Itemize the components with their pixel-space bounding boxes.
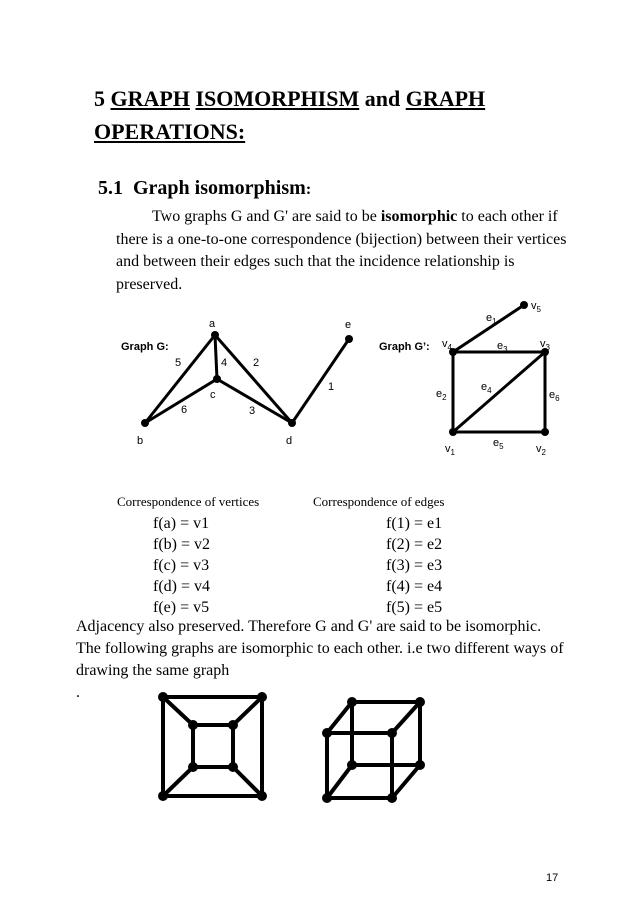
vertex-correspondence-title: Correspondence of vertices — [117, 494, 260, 509]
edge-map-3: f(3) = e3 — [386, 557, 443, 574]
graph-g-vertex-d — [288, 419, 296, 427]
conclusion-line-1: Adjacency also preserved. Therefore G and G' are said to be isomorphic. — [76, 618, 542, 635]
intro-paragraph — [116, 206, 576, 296]
vertex-map-e: f(e) = v5 — [153, 599, 210, 616]
graph-g-vertex-b — [141, 419, 149, 427]
section-colon: : — [305, 181, 312, 198]
page-number: 17 — [546, 872, 559, 884]
edge-correspondence-title: Correspondence of edges — [313, 494, 445, 509]
heading-word-graph-2: GRAPH — [405, 86, 486, 111]
vertex-map-d: f(d) = v4 — [153, 578, 211, 595]
intro-bold-term: isomorphic — [380, 208, 458, 225]
graphs-figure — [0, 290, 638, 470]
section-title: Graph isomorphism — [133, 177, 306, 199]
chapter-number: 5 — [94, 86, 105, 111]
section-heading — [98, 177, 311, 200]
graph-g-vertex-a — [211, 331, 219, 339]
graph-g-label-2: 2 — [253, 357, 260, 369]
graph-g2-label-v5: $v_5$ — [531, 300, 541, 314]
graph-g2-label-v2: $v_2$ — [536, 443, 546, 457]
graph-g2-label-e6: $e_6$ — [549, 389, 560, 403]
graph-g-label-5: 5 — [175, 357, 182, 369]
graph-g-label-a: a — [209, 318, 216, 330]
graph-g2-edges — [453, 305, 545, 432]
graph-g2-label-v3: $v_3$ — [540, 338, 550, 352]
isomorphic-graphs-figure — [0, 690, 638, 810]
graph-g-label-d: d — [286, 435, 293, 447]
graph-g-label-1: 1 — [328, 381, 335, 393]
conclusion-paragraph — [76, 616, 596, 682]
graph-g2-label-e1: $e_1$ — [486, 312, 497, 326]
graph-g-title: Graph G: — [121, 341, 169, 353]
edge-map-5: f(5) = e5 — [386, 599, 443, 616]
graph-g2-vertex-v1 — [449, 428, 457, 436]
heading-word-isomorphism: ISOMORPHISM — [195, 86, 360, 111]
graph-g2-title: Graph G’: — [379, 341, 430, 353]
graph-g-label-e: e — [345, 319, 352, 331]
graph-g2-label-e3: $e_3$ — [497, 340, 508, 354]
stray-dot: . — [76, 684, 80, 701]
graph-g-label-b: b — [137, 435, 144, 447]
graph-g2-vertex-v2 — [541, 428, 549, 436]
vertex-map-b: f(b) = v2 — [153, 536, 211, 553]
heading-word-graph: GRAPH — [110, 86, 190, 111]
edge-map-4: f(4) = e4 — [386, 578, 443, 595]
graph-g-edge-4 — [215, 335, 217, 379]
graph-g-labels — [121, 318, 351, 447]
conclusion-line-2: The following graphs are isomorphic to each other. i.e two different ways of drawing the same graph — [76, 640, 564, 679]
vertex-map-a: f(a) = v1 — [153, 515, 210, 532]
graph-g-label-c: c — [210, 389, 216, 401]
intro-text-end: to each other if there is a one-to-one correspondence (bijection) between their vertices and between their edges such that the incidence relationship is preserved. — [116, 208, 567, 293]
edge-map-1: f(1) = e1 — [386, 515, 443, 532]
heading-word-operations: OPERATIONS: — [94, 119, 246, 144]
heading-word-and: and — [364, 86, 401, 111]
graph-g2-label-e4: $e_4$ — [481, 381, 492, 395]
graph-g2-label-v4: $v_4$ — [442, 338, 452, 352]
graph-g-edges — [145, 335, 349, 423]
graph-g-edge-1 — [292, 339, 349, 423]
graph-g-label-3: 3 — [249, 405, 256, 417]
edge-map-2: f(2) = e2 — [386, 536, 443, 553]
graph-g2-label-v1: $v_1$ — [445, 443, 455, 457]
graph-g2-label-e5: $e_5$ — [493, 437, 504, 451]
graph-g2-edge-e4 — [453, 352, 545, 432]
graph-g-edge-6 — [145, 379, 217, 423]
graph-g-label-4: 4 — [221, 357, 228, 369]
nested-square-graph — [158, 692, 267, 801]
graph-g2-label-e2: $e_2$ — [436, 388, 447, 402]
graph-g-label-6: 6 — [181, 404, 188, 416]
chapter-heading — [94, 82, 554, 148]
intro-text-start: Two graphs G and G' are said to be — [152, 208, 381, 225]
graph-g-vertex-c — [213, 375, 221, 383]
graph-g2-vertex-v5 — [520, 301, 528, 309]
graph-g-vertex-e — [345, 335, 353, 343]
section-number: 5.1 — [98, 177, 123, 199]
cube-graph — [322, 697, 425, 803]
vertex-map-c: f(c) = v3 — [153, 557, 210, 574]
